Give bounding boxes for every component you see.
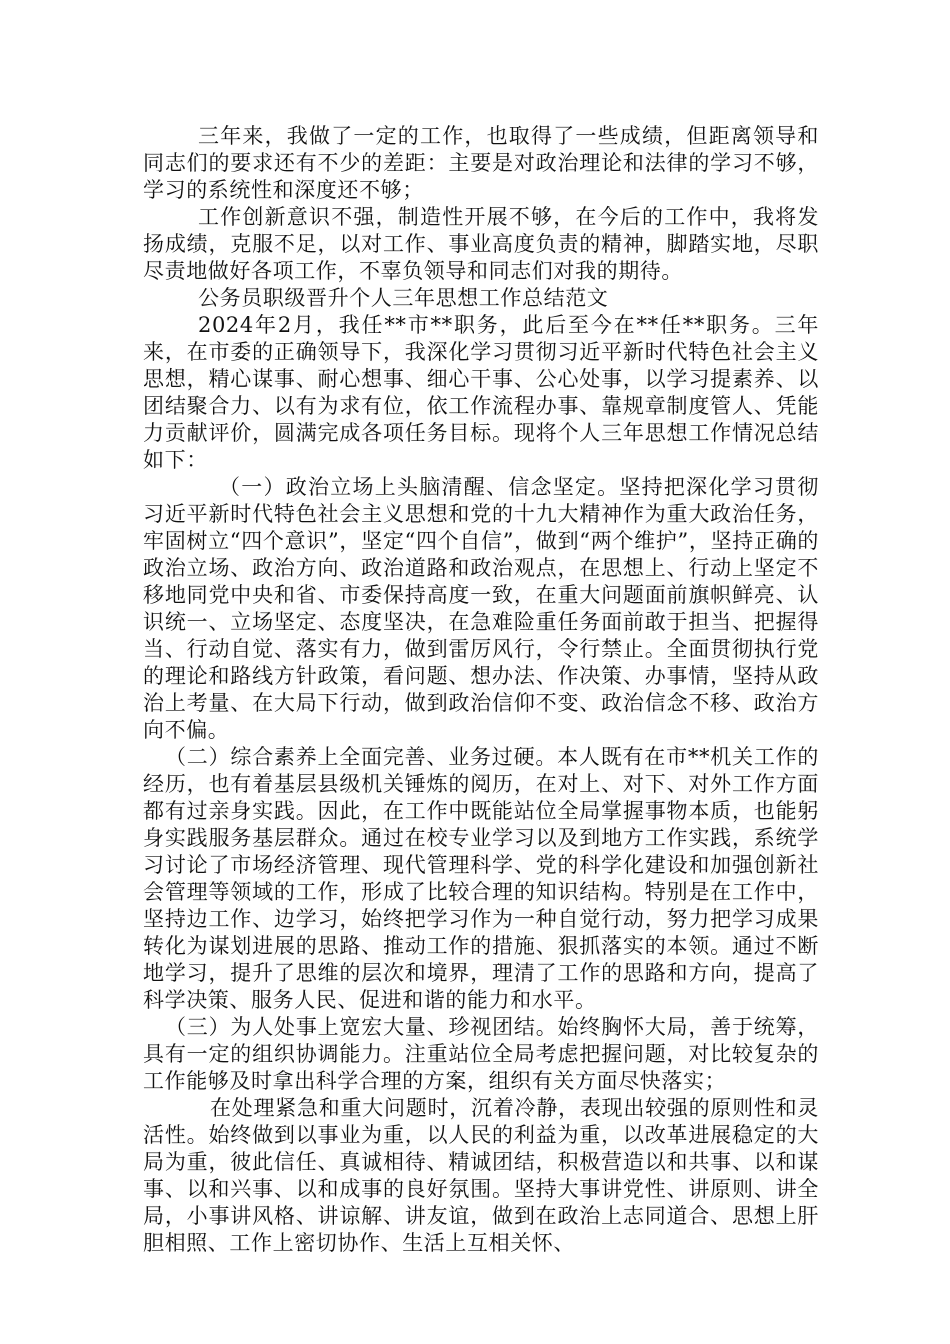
paragraph-section-2: （二）综合素养上全面完善、业务过硬。本人既有在市**机关工作的经历，也有着基层县级机关锤炼的阅历，在对上、对下、对外工作方面都有过亲身实践。因此，在工作中既能站位全局掌握事物本质，也能躬身实践服务基层群众。通过在校专业学习以及到地方工作实践，系统学习讨论了市场经济管理、现代管理科学、党的科学化建设和加强创新社会管理等领域的工作，形成了比较合理的知识结构。特别是在工作中，坚持边工作、边学习，始终把学习作为一种自觉行动，努力把学习成果转化为谋划进展的思路、推动工作的措施、狠抓落实的本领。通过不断地学习，提升了思维的层次和境界，理清了工作的思路和方向，提高了科学决策、服务人民、促进和谐的能力和水平。 [143, 745, 819, 1012]
paragraph-section-1: （一）政治立场上头脑清醒、信念坚定。坚持把深化学习贯彻习近平新时代特色社会主义思想和党的十九大精神作为重大政治任务，牢固树立“四个意识”，坚定“四个自信”，做到“两个维护”，坚持正确的政治立场、政治方向、政治道路和政治观点，在思想上、行动上坚定不移地同党中央和省、市委保持高度一致，在重大问题面前旗帜鲜亮、认识统一、立场坚定、态度坚决，在急难险重任务面前敢于担当、把握得当、行动自觉、落实有力，做到雷厉风行，令行禁止。全面贯彻执行党的理论和路线方针政策，看问题、想办法、作决策、办事情，坚持从政治上考量、在大局下行动，做到政治信仰不变、政治信念不移、政治方向不偏。 [143, 475, 819, 742]
paragraph-section-3: （三）为人处事上宽宏大量、珍视团结。始终胸怀大局，善于统筹，具有一定的组织协调能力。注重站位全局考虑把握问题，对比较复杂的工作能够及时拿出科学合理的方案，组织有关方面尽快落实； [143, 1015, 819, 1093]
paragraph-innovation: 工作创新意识不强，制造性开展不够，在今后的工作中，我将发扬成绩，克服不足，以对工作、事业高度负责的精神，脚踏实地，尽职尽责地做好各项工作，不辜负领导和同志们对我的期待。 [143, 205, 819, 283]
document-title: 公务员职级晋升个人三年思想工作总结范文 [198, 286, 609, 310]
paragraph-section-3-continued: 在处理紧急和重大问题时，沉着冷静，表现出较强的原则性和灵活性。始终做到以事业为重，以人民的利益为重，以改革进展稳定的大局为重，彼此信任、真诚相待、精诚团结，积极营造以和共事、以和谋事、以和兴事、以和成事的良好氛围。坚持大事讲党性、讲原则、讲全局，小事讲风格、讲谅解、讲友谊，做到在政治上志同道合、思想上肝胆相照、工作上密切协作、生活上互相关怀、 [143, 1096, 819, 1255]
paragraph-shortcomings: 三年来，我做了一定的工作，也取得了一些成绩，但距离领导和同志们的要求还有不少的差距：主要是对政治理论和法律的学习不够，学习的系统性和深度还不够； [143, 124, 819, 202]
paragraph-intro: 2024年2月，我任**市**职务，此后至今在**任**职务。三年来，在市委的正确领导下，我深化学习贯彻习近平新时代特色社会主义思想，精心谋事、耐心想事、细心干事、公心处事，以学习提素养、以团结聚合力、以有为求有位，依工作流程办事、靠规章制度管人、凭能力贡献评价，圆满完成各项任务目标。现将个人三年思想工作情况总结如下： [143, 313, 819, 472]
document-body [143, 123, 819, 1257]
